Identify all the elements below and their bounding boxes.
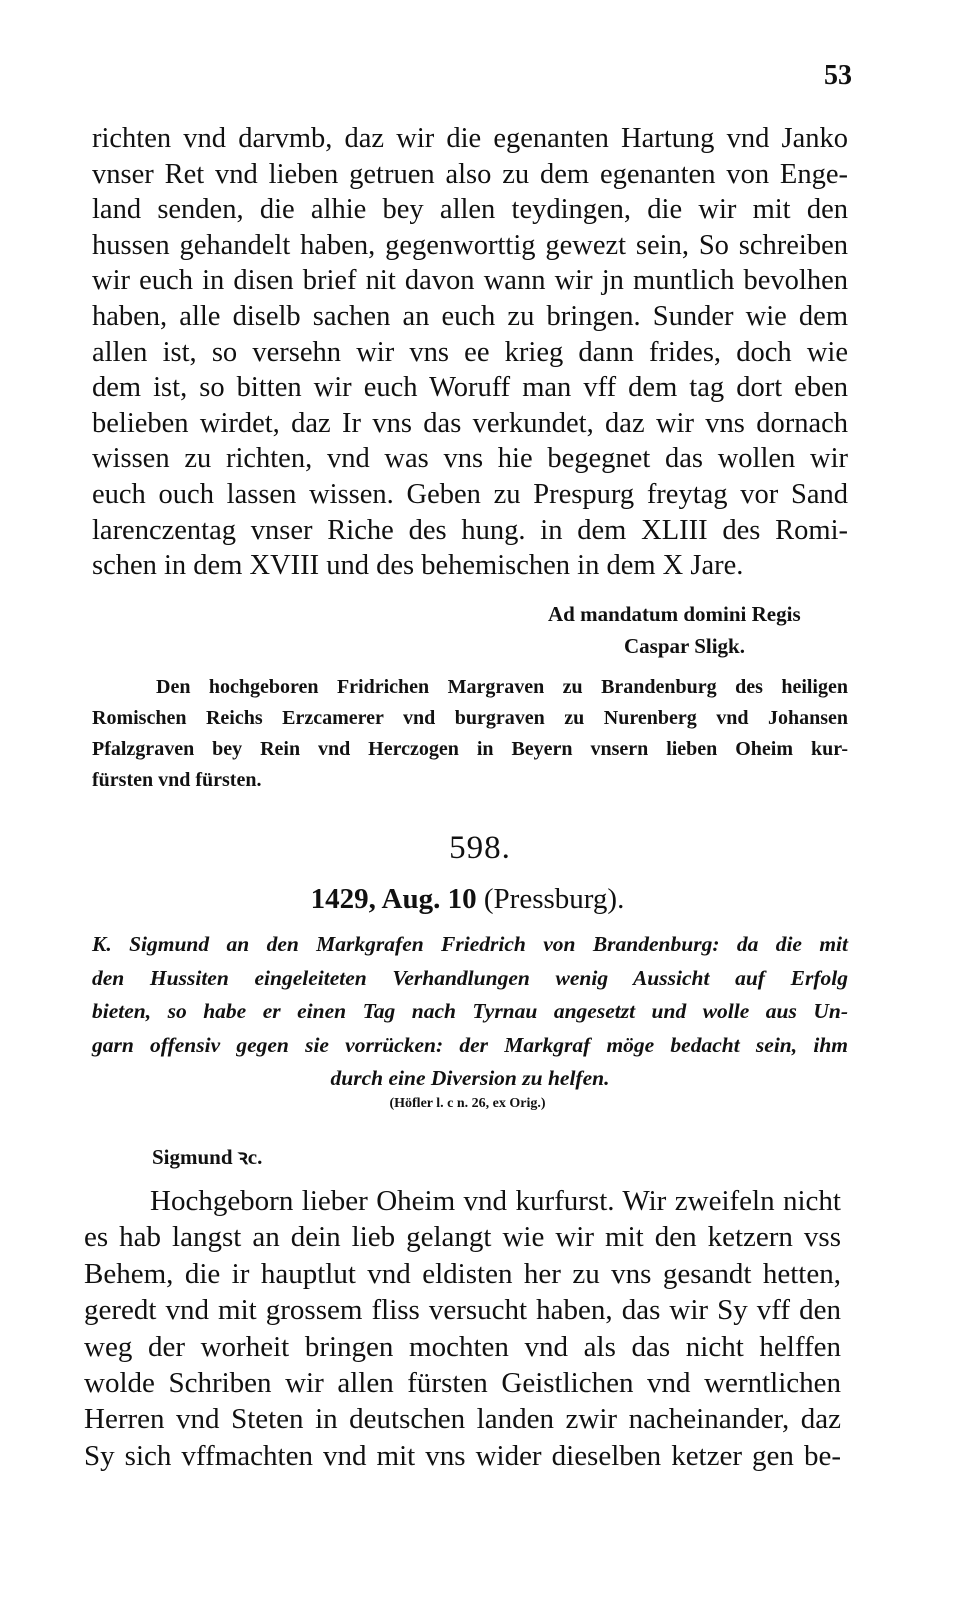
- text-line: wir euch in disen brief nit davon wann wir jn muntlich bevolhen: [92, 265, 848, 297]
- letter-salutation: Sigmund ꝛc.: [152, 1145, 263, 1169]
- text-line: allen ist, so versehn wir vns ee krieg dann frides, doch wie: [92, 336, 848, 368]
- address-line: Den hochgeboren Fridrichen Margraven zu Brandenburg des heiligen: [156, 676, 848, 698]
- letter-line: weg der worheit bringen mochten vnd als das nicht helffen: [84, 1330, 841, 1363]
- letter-line: Sy sich vffmachten vnd mit vns wider dieselben ketzer gen be-: [84, 1439, 841, 1472]
- document-date: [0, 883, 935, 916]
- text-line: haben, alle diselb sachen an euch zu bringen. Sunder wie dem: [92, 300, 848, 332]
- page-number: 53: [824, 60, 852, 91]
- text-line: hussen gehandelt haben, gegenworttig gewezt sein, So schreiben: [92, 229, 848, 261]
- text-line: wissen zu richten, vnd was vns hie begegnet das wollen wir: [92, 443, 848, 475]
- text-line: richten vnd darvmb, daz wir die egenanten Hartung vnd Janko: [92, 123, 848, 154]
- text-line: euch ouch lassen wissen. Geben zu Prespurg freytag vor Sand: [92, 478, 848, 510]
- letter-line: geredt vnd mit grossem fliss versucht haben, das wir Sy vff den: [84, 1294, 841, 1327]
- address-line: fürsten vnd fürsten.: [92, 769, 262, 791]
- document-date-value: 1429, Aug. 10: [310, 883, 477, 915]
- summary-line: K. Sigmund an den Markgrafen Friedrich von Brandenburg: da die mit: [92, 932, 848, 956]
- text-line: dem ist, so bitten wir euch Woruff man vff dem tag dort eben: [92, 372, 848, 404]
- document-place: (Pressburg).: [483, 883, 625, 915]
- text-line: larenczentag vnser Riche des hung. in dem XLIII des Romi-: [92, 514, 848, 546]
- address-line: Pfalzgraven bey Rein vnd Herczogen in Beyern vnsern lieben Oheim kur-: [92, 738, 848, 760]
- signature-mandate: Ad mandatum domini Regis: [548, 602, 801, 626]
- summary-line: den Hussiten eingeleiteten Verhandlungen wenig Aussicht auf Erfolg: [92, 965, 848, 990]
- letter-line: Hochgeborn lieber Oheim vnd kurfurst. Wir zweifeln nicht: [150, 1185, 841, 1217]
- summary-line: bieten, so habe er einen Tag nach Tyrnau angesetzt und wolle aus Un-: [92, 999, 848, 1024]
- text-line: belieben wirdet, daz Ir vns das verkundet, daz wir vns dornach: [92, 407, 848, 439]
- summary-line: durch eine Diversion zu helfen.: [330, 1066, 610, 1091]
- source-citation: (Höfler l. c n. 26, ex Orig.): [389, 1096, 546, 1111]
- letter-line: es hab langst an dein lieb gelangt wie wir mit den ketzern vss: [84, 1221, 841, 1254]
- letter-line: Behem, die ir hauptlut vnd eldisten her zu vns gesandt hetten,: [84, 1257, 841, 1290]
- text-line: schen in dem XVIII und des behemischen in dem X Jare.: [92, 550, 744, 582]
- text-line: vnser Ret vnd lieben getruen also zu dem egenanten von Enge-: [92, 158, 848, 190]
- summary-line: garn offensiv gegen sie vorrücken: der Markgraf möge bedacht sein, ihm: [92, 1032, 848, 1057]
- signature-name: Caspar Sligk.: [624, 634, 745, 658]
- document-number: 598.: [449, 830, 511, 866]
- letter-line: Herren vnd Steten in deutschen landen zwir nacheinander, daz: [84, 1403, 841, 1436]
- text-line: land senden, die alhie bey allen teydingen, die wir mit den: [92, 194, 848, 226]
- letter-address: [92, 672, 848, 796]
- continuation-paragraph: [92, 121, 848, 584]
- address-line: Romischen Reichs Erzcamerer vnd burgraven zu Nurenberg vnd Johansen: [92, 707, 848, 729]
- letter-body: [84, 1183, 841, 1474]
- letter-line: wolde Schriben wir allen fürsten Geistlichen vnd werntlichen: [84, 1367, 841, 1400]
- document-summary: [92, 928, 848, 1096]
